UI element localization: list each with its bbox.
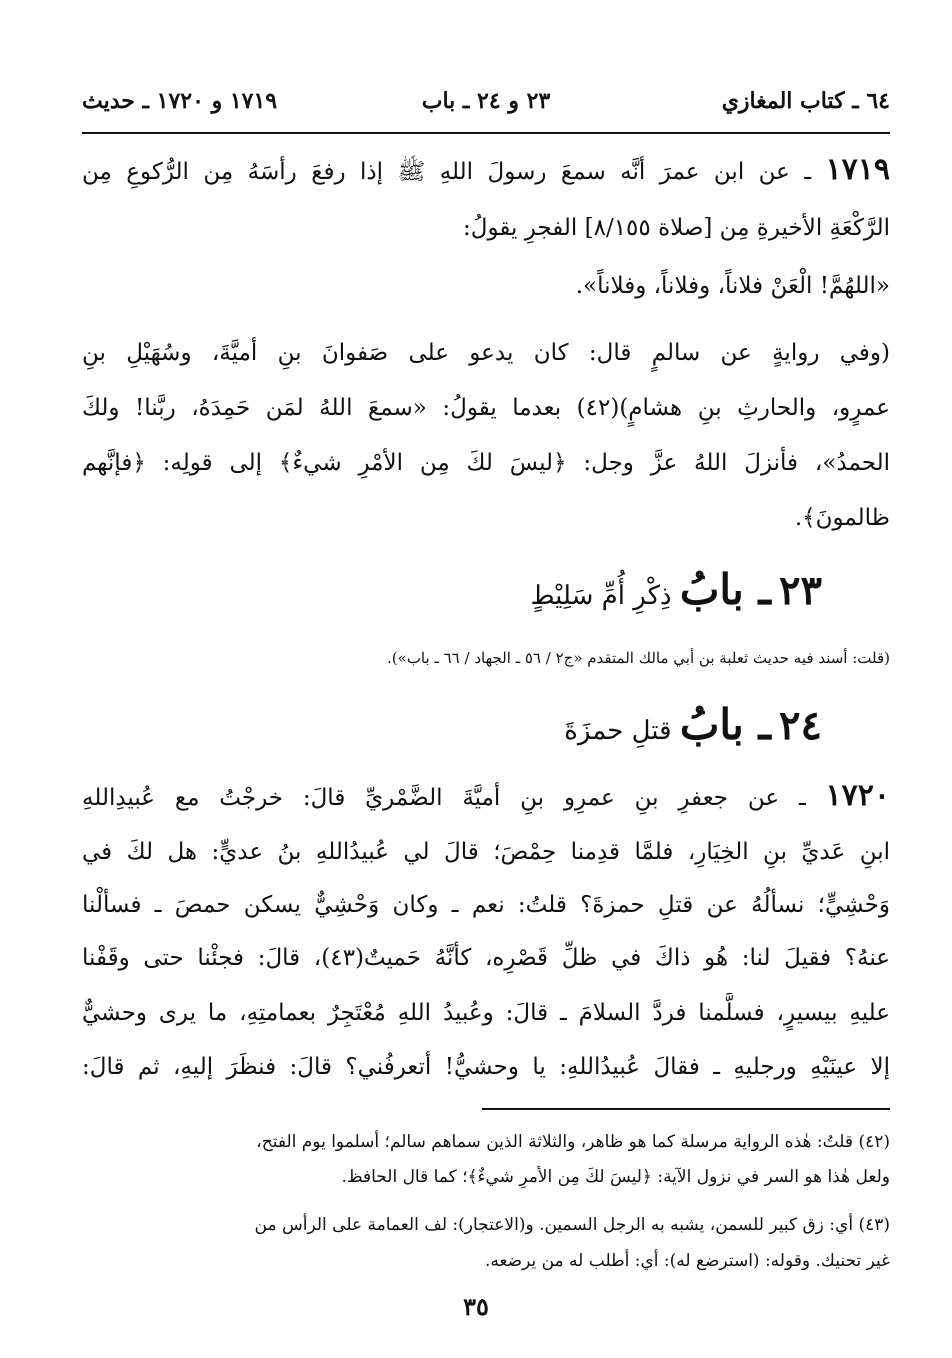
chapter-label: ـ بابُ [679, 565, 771, 614]
hadith-1719-line-4: (وفي روايةٍ عن سالمٍ قال: كان يدعو على صَفوانَ بنِ أميَّةَ، وسُهَيْلِ بنِ [82, 340, 890, 366]
footnote-42-line-2: ولعل هٰذا هو السر في نزول الآية: ﴿ليسَ لكَ مِن الأمرِ شيءٌ﴾؛ كما قال الحافظ. [341, 1167, 890, 1187]
chapter-title: ذِكْرِ أُمِّ سَلِيْطٍ [530, 581, 672, 611]
chapter-23-heading [530, 565, 822, 614]
chapter-23-note: (قلت: أسند فيه حديث ثعلبة بن أبي مالك المتقدم «ج٢ / ٥٦ ـ الجهاد / ٦٦ ـ باب»). [387, 649, 890, 667]
hadith-number: ١٧١٩ [825, 152, 890, 187]
chapter-number: ٢٣ [779, 567, 822, 614]
footnote-42-line-1: (٤٢) قلتُ: هٰذه الرواية مرسلة كما هو ظاهر، والثلاثة الذين سماهم سالم؛ أسلموا يوم الفتح، [256, 1132, 890, 1152]
hadith-1720-line-2: ابنِ عَديِّ بنِ الخِيَارِ، فلمَّا قدِمنا حِمْصَ؛ قالَ لي عُبيدُاللهِ بنُ عديٍّ: هل لكَ في [82, 839, 890, 865]
chapter-24-heading [564, 700, 822, 749]
hadith-1720-line-3: وَحْشِيٍّ؛ نسألُهُ عن قتلِ حمزةَ؟ قلتُ: نعم ـ وكان وَحْشِيٌّ يسكن حمصَ ـ فسألْنا [82, 892, 890, 918]
hadith-1719-line-5: عمرٍو، والحارثِ بنِ هشامٍ)(٤٢) بعدما يقولُ: «سمعَ اللهُ لمَن حَمِدَهُ، ربَّنا! ولكَ [82, 395, 890, 421]
hadith-number: ١٧٢٠ [825, 778, 890, 813]
chapter-label: ـ بابُ [679, 700, 771, 749]
hadith-1719-line-7: ظالمونَ﴾. [794, 505, 890, 531]
running-header [82, 88, 890, 128]
header-hadiths: ١٧١٩ و ١٧٢٠ ـ حديث [82, 88, 278, 114]
header-divider [82, 132, 890, 134]
header-chapters: ٢٣ و ٢٤ ـ باب [421, 88, 551, 114]
page-number: ٣٥ [463, 1292, 489, 1321]
hadith-1719-line-2: الرَّكْعَةِ الأخيرةِ مِن [صلاة ٨/١٥٥] الفجرِ يقولُ: [463, 215, 890, 241]
hadith-1720-line-4: عنهُ؟ فقيلَ لنا: هُو ذاكَ في ظلِّ قَصْرِه، كأنَّهُ حَميتٌ(٤٣)، قالَ: فجئْنا حتى وقَفْنا [82, 945, 890, 971]
chapter-number: ٢٤ [779, 702, 822, 749]
footnote-43-line-2: غير تحنيك. وقوله: (استرضع له): أي: أطلب له من يرضعه. [484, 1251, 890, 1271]
hadith-1719-line-6: الحمدُ»، فأنزلَ اللهُ عزَّ وجل: ﴿ليسَ لكَ مِن الأمْرِ شيءٌ﴾ إلى قولِه: ﴿فإنَّهم [82, 450, 890, 476]
hadith-1720-line-5: عليهِ بيسيرٍ، فسلَّمنا فردَّ السلامَ ـ قالَ: وعُبيدُ اللهِ مُعْتَجِرٌ بعمامتِهِ، ما يرى وحشيٌّ [82, 1000, 890, 1026]
hadith-1719-line-1: ١٧١٩ ـ عن ابن عمرَ أنَّه سمعَ رسولَ اللهِ ﷺ إذا رفعَ رأسَهُ مِن الرُّكوعِ مِن [82, 152, 890, 187]
footnote-divider [482, 1108, 890, 1110]
hadith-1720-line-6: إلا عينَيْهِ ورجليهِ ـ فقالَ عُبيدُاللهِ: يا وحشيُّ! أتعرفُني؟ قالَ: فنظَرَ إليهِ، ثم قالَ: [82, 1054, 890, 1080]
chapter-title: قتلِ حمزَةَ [564, 716, 672, 746]
footnote-43-line-1: (٤٣) أي: زق كبير للسمن، يشبه به الرجل السمين. و(الاعتجار): لف العمامة على الرأس من [254, 1215, 890, 1235]
hadith-1720-line-1: ١٧٢٠ ـ عن جعفرِ بنِ عمرِو بنِ أميَّةَ الضَّمْريِّ قالَ: خرجْتُ مع عُبيدِاللهِ [82, 778, 890, 813]
hadith-1719-line-3: «اللهُمَّ! الْعَنْ فلاناً، وفلاناً، وفلاناً». [575, 273, 890, 299]
header-book-title: ٦٤ ـ كتاب المغازي [721, 88, 890, 114]
